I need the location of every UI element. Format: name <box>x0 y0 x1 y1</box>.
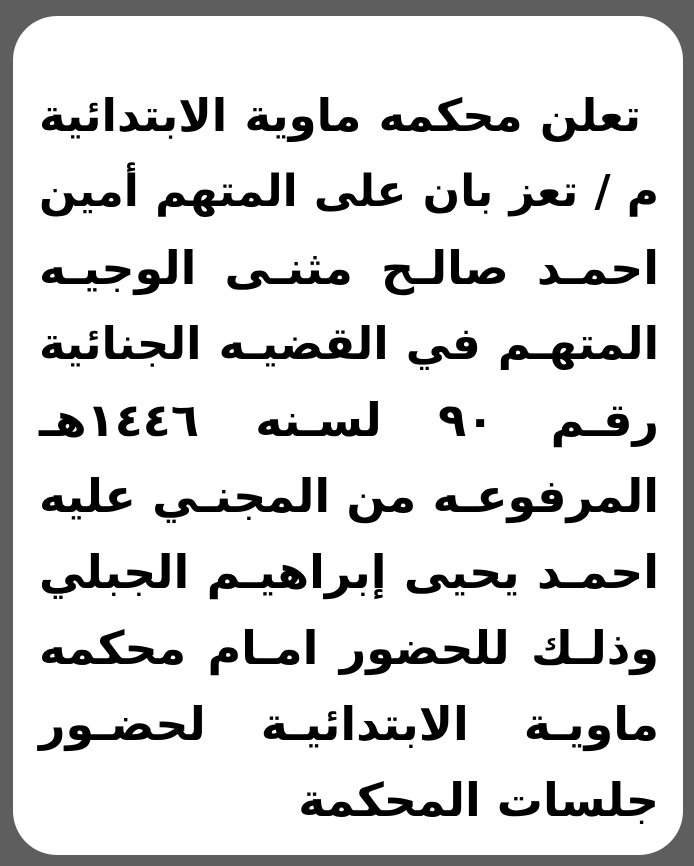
notice-card <box>13 16 683 855</box>
notice-line-9: ماويـة الابتدائيـة لحضـور <box>39 697 659 751</box>
notice-line-8: وذلـك للحضور امـام محكمه <box>39 621 659 675</box>
notice-line-5: رقـم ٩٠ لسـنه ١٤٤٦هـ <box>39 393 659 447</box>
notice-line-7: احمـد يحيى إبراهيـم الجبلي <box>39 545 659 599</box>
notice-line-2: م / تعز بان على المتهم أمين <box>39 166 659 217</box>
notice-line-6: المرفوعـه من المجنـي عليه <box>39 469 659 523</box>
notice-line-4: المتهـم في القضيـه الجنائية <box>39 317 659 370</box>
notice-line-1: تعلن محكمه ماوية الابتدائية <box>39 89 641 142</box>
court-notice-text <box>39 78 659 838</box>
notice-line-10: جلسات المحكمة <box>298 773 659 827</box>
notice-line-3: احمـد صالـح مثنـى الوجيـه <box>39 241 659 295</box>
